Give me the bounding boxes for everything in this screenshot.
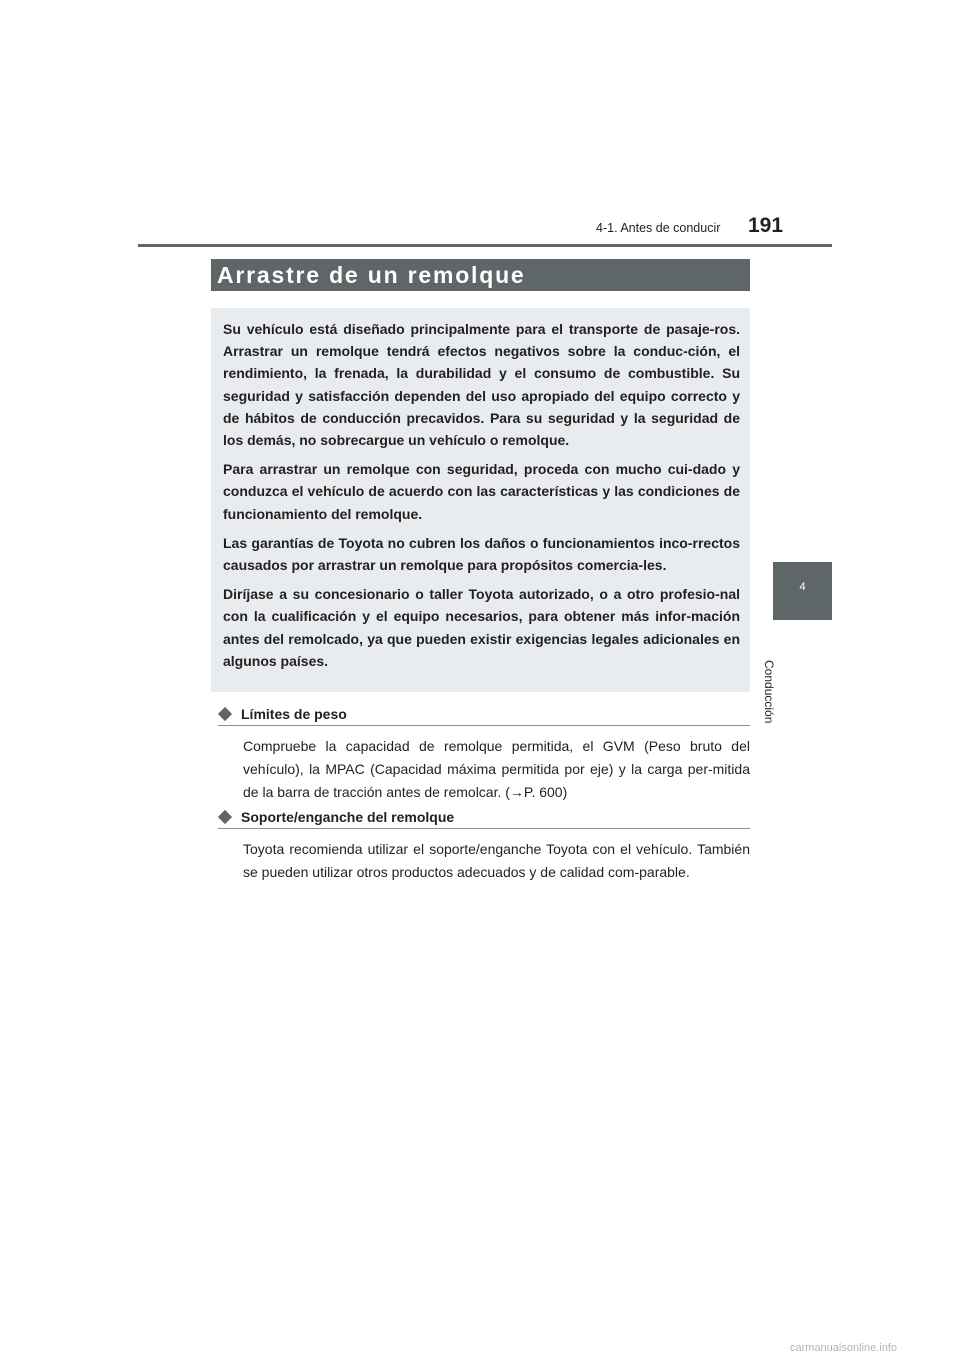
intro-paragraph: Las garantías de Toyota no cubren los daños o funcionamientos inco-rrectos causados por arrastrar un remolque para propósitos comercia-les.	[223, 534, 740, 574]
header-rule	[138, 244, 832, 247]
diamond-bullet-icon	[218, 810, 232, 824]
chapter-tab	[773, 562, 832, 620]
section-reference: 4-1. Antes de conducir	[596, 221, 721, 235]
intro-paragraph: Diríjase a su concesionario o taller Toyota autorizado, o a otro profesio-nal con la cualificación y el equipo necesarios, para obtener más infor-mación antes del remolcado, ya que pueden existir exigencias legales adicionales en algunos países.	[223, 586, 740, 669]
chapter-label: Conducción	[762, 660, 776, 724]
chapter-number: 4	[799, 581, 806, 593]
intro-paragraph: Su vehículo está diseñado principalmente para el transporte de pasaje-ros. Arrastrar un remolque tendrá efectos negativos sobre la conduc-ción, el rendimiento, la frenada, la durabilidad y el consumo de combustible. Su seguridad y satisfacción dependen del uso apropiado del equipo correcto y de hábitos de conducción precavidos. Para su seguridad y la seguridad de los demás, no sobrecargue un vehículo o remolque.	[223, 321, 740, 449]
section-body: Compruebe la capacidad de remolque permitida, el GVM (Peso bruto del vehículo), la MPAC (Capacidad máxima permitida por eje) y la carga per-mitida de la barra de tracción antes de remolcar. (→P. 600)	[243, 738, 750, 800]
section-heading-text: Soporte/enganche del remolque	[241, 809, 455, 825]
page-number: 191	[748, 214, 784, 237]
page-title: Arrastre de un remolque	[211, 259, 750, 291]
section-body: Toyota recomienda utilizar el soporte/enganche Toyota con el vehículo. También se pueden utilizar otros productos adecuados y de calidad com-parable.	[243, 841, 750, 880]
section-weight-limits	[218, 706, 750, 803]
diamond-bullet-icon	[218, 707, 232, 721]
section-heading-text: Límites de peso	[241, 706, 347, 722]
section-heading	[218, 809, 750, 829]
intro-paragraph: Para arrastrar un remolque con seguridad, proceda con mucho cui-dado y conduzca el vehículo de acuerdo con las características y las condiciones de funcionamiento del remolque.	[223, 461, 740, 522]
watermark: carmanualsonline.info	[790, 1342, 898, 1354]
section-heading	[218, 706, 750, 726]
section-trailer-hitch	[218, 809, 750, 884]
intro-box	[211, 308, 750, 692]
